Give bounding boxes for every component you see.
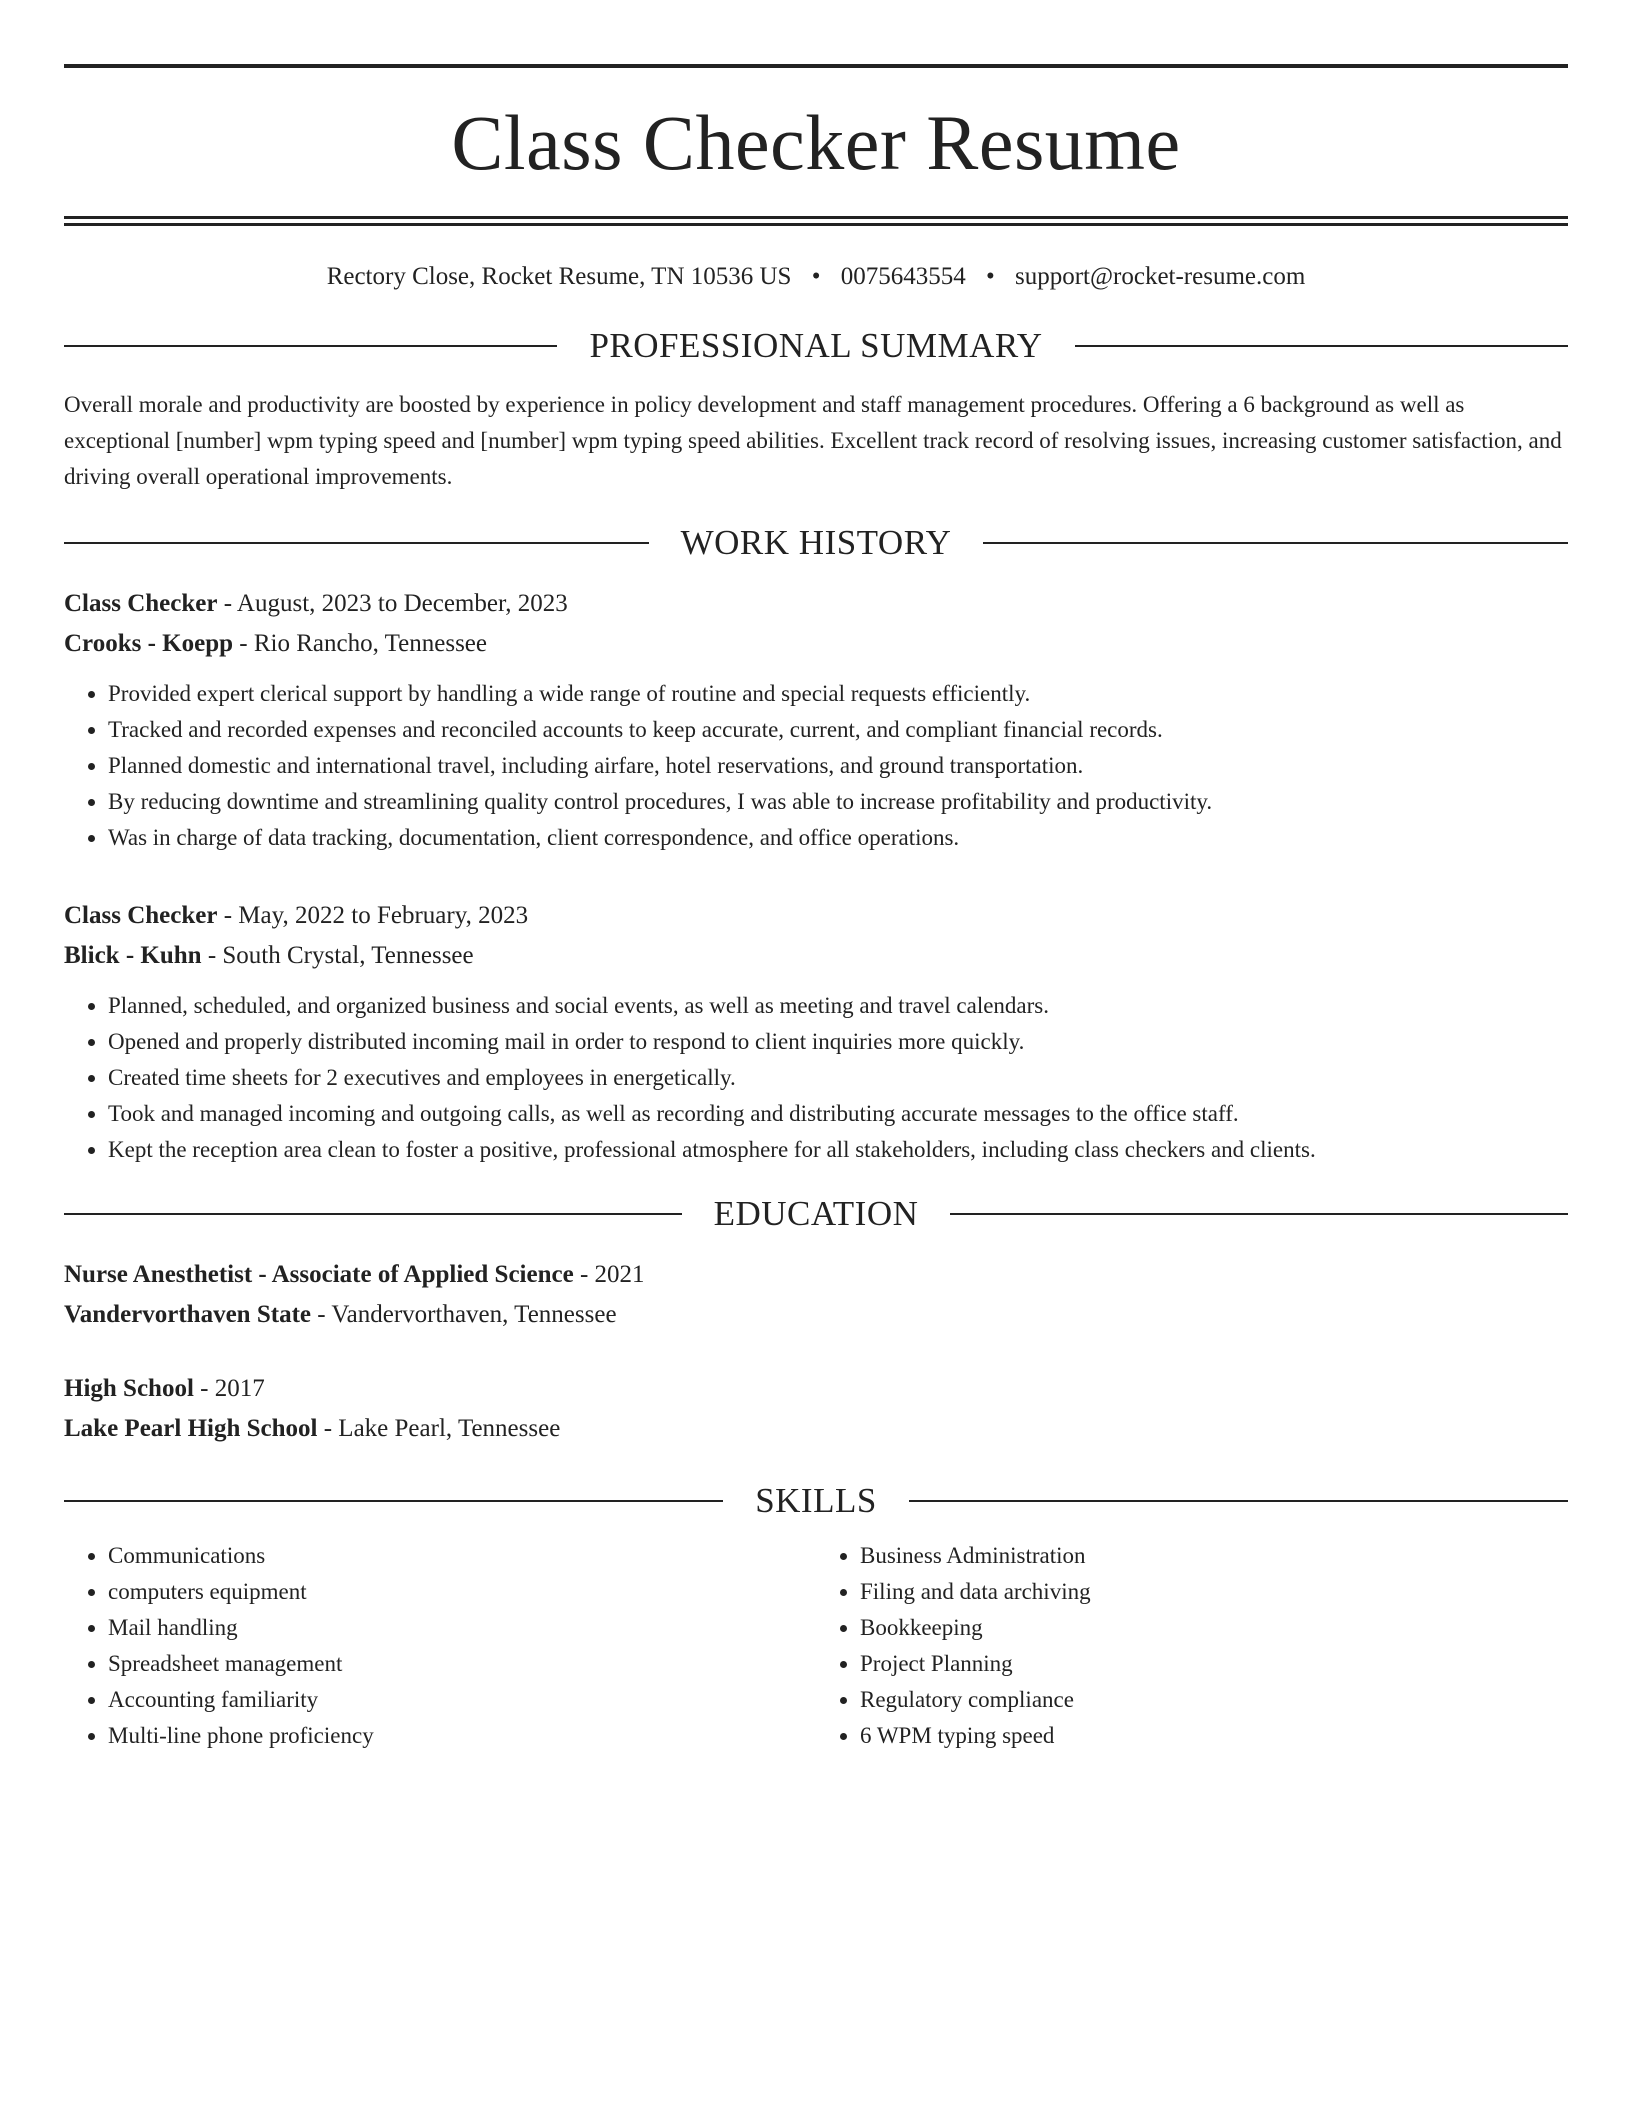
education-school-line: [64, 1409, 1568, 1449]
double-rule: [64, 216, 1568, 226]
section-title-skills: [64, 1483, 1568, 1518]
job-location: - South Crystal, Tennessee: [201, 942, 474, 969]
section-heading: PROFESSIONAL SUMMARY: [589, 326, 1043, 365]
skill-item: • computers equipment: [108, 1574, 816, 1610]
job-dates: - May, 2022 to February, 2023: [217, 902, 529, 929]
education-degree-line: [64, 1369, 1568, 1409]
skill-item: • Multi-line phone proficiency: [108, 1718, 816, 1754]
list-item: • Planned domestic and international travel, including airfare, hotel reservations, and ground transportation.: [108, 748, 1568, 784]
section-title-summary: [64, 328, 1568, 363]
job-role: Class Checker: [64, 590, 218, 617]
education-location: - Vandervorthaven, Tennessee: [311, 1301, 617, 1328]
section-rule: [64, 1500, 723, 1502]
skill-item: • Project Planning: [860, 1646, 1568, 1682]
job-entry: [64, 584, 1568, 856]
job-role: Class Checker: [64, 902, 218, 929]
contact-line: [64, 262, 1568, 292]
skill-item: • Regulatory compliance: [860, 1682, 1568, 1718]
skill-item: • Bookkeeping: [860, 1610, 1568, 1646]
contact-email: support@rocket-resume.com: [1015, 263, 1306, 290]
summary-text: Overall morale and productivity are boosted by experience in policy development and staff management procedures. Offering a 6 background as well as exceptional [number] wpm typing speed and [number] wpm typing speed abilities. Excellent track record of resolving issues, increasing customer satisfaction, and driving overall operational improvements.: [64, 392, 1562, 489]
education-degree-line: [64, 1255, 1568, 1295]
section-rule: [64, 542, 649, 544]
list-item: • Took and managed incoming and outgoing calls, as well as recording and distributing accurate messages to the office staff.: [108, 1096, 1568, 1132]
contact-separator: •: [985, 263, 995, 290]
education-year: - 2021: [573, 1261, 645, 1288]
skill-item: • Business Administration: [860, 1538, 1568, 1574]
section-rule: [64, 1213, 682, 1215]
section-heading: SKILLS: [755, 1481, 877, 1520]
education-location: - Lake Pearl, Tennessee: [317, 1415, 561, 1442]
skills-columns: [64, 1538, 1568, 1754]
job-bullets: [64, 988, 1568, 1168]
section-rule: [64, 345, 557, 347]
job-company-line: [64, 624, 1568, 664]
job-title-line: [64, 584, 1568, 624]
skill-item: • Spreadsheet management: [108, 1646, 816, 1682]
section-heading: WORK HISTORY: [680, 523, 952, 562]
list-item: • Tracked and recorded expenses and reconciled accounts to keep accurate, current, and compliant financial records.: [108, 712, 1568, 748]
list-item: • Was in charge of data tracking, documentation, client correspondence, and office operations.: [108, 820, 1568, 856]
job-company: Crooks - Koepp: [64, 630, 234, 657]
section-title-education: [64, 1196, 1568, 1231]
section-rule: [983, 542, 1568, 544]
education-entry: [64, 1369, 1568, 1449]
list-item: • Planned, scheduled, and organized business and social events, as well as meeting and travel calendars.: [108, 988, 1568, 1024]
education-school: Lake Pearl High School: [64, 1415, 318, 1442]
skill-item: • 6 WPM typing speed: [860, 1718, 1568, 1754]
education-degree: High School: [64, 1375, 194, 1402]
section-rule: [1075, 345, 1568, 347]
skills-right-column: [816, 1538, 1568, 1754]
job-location: - Rio Rancho, Tennessee: [233, 630, 487, 657]
contact-address: Rectory Close, Rocket Resume, TN 10536 US: [326, 263, 792, 290]
resume-name: Class Checker Resume: [451, 99, 1181, 186]
education-degree: Nurse Anesthetist - Associate of Applied Science: [64, 1261, 574, 1288]
job-company: Blick - Kuhn: [64, 942, 202, 969]
job-bullets: [64, 676, 1568, 856]
section-heading: EDUCATION: [713, 1194, 919, 1233]
job-title-line: [64, 896, 1568, 936]
education-school: Vandervorthaven State: [64, 1301, 311, 1328]
education-school-line: [64, 1295, 1568, 1335]
list-item: • Opened and properly distributed incoming mail in order to respond to client inquiries more quickly.: [108, 1024, 1568, 1060]
contact-separator: •: [811, 263, 821, 290]
top-rule: [64, 64, 1568, 68]
section-rule: [909, 1500, 1568, 1502]
list-item: • Created time sheets for 2 executives and employees in energetically.: [108, 1060, 1568, 1096]
contact-phone: 0075643554: [840, 263, 966, 290]
skill-item: • Accounting familiarity: [108, 1682, 816, 1718]
job-company-line: [64, 936, 1568, 976]
education-year: - 2017: [193, 1375, 265, 1402]
skill-item: • Communications: [108, 1538, 816, 1574]
job-dates: - August, 2023 to December, 2023: [217, 590, 568, 617]
list-item: • Provided expert clerical support by handling a wide range of routine and special requests efficiently.: [108, 676, 1568, 712]
skill-item: • Mail handling: [108, 1610, 816, 1646]
job-entry: [64, 896, 1568, 1168]
section-rule: [950, 1213, 1568, 1215]
section-title-work: [64, 525, 1568, 560]
list-item: • By reducing downtime and streamlining quality control procedures, I was able to increase profitability and productivity.: [108, 784, 1568, 820]
education-entry: [64, 1255, 1568, 1335]
skill-item: • Filing and data archiving: [860, 1574, 1568, 1610]
skills-left-column: [64, 1538, 816, 1754]
list-item: • Kept the reception area clean to foster a positive, professional atmosphere for all stakeholders, including class checkers and clients.: [108, 1132, 1568, 1168]
